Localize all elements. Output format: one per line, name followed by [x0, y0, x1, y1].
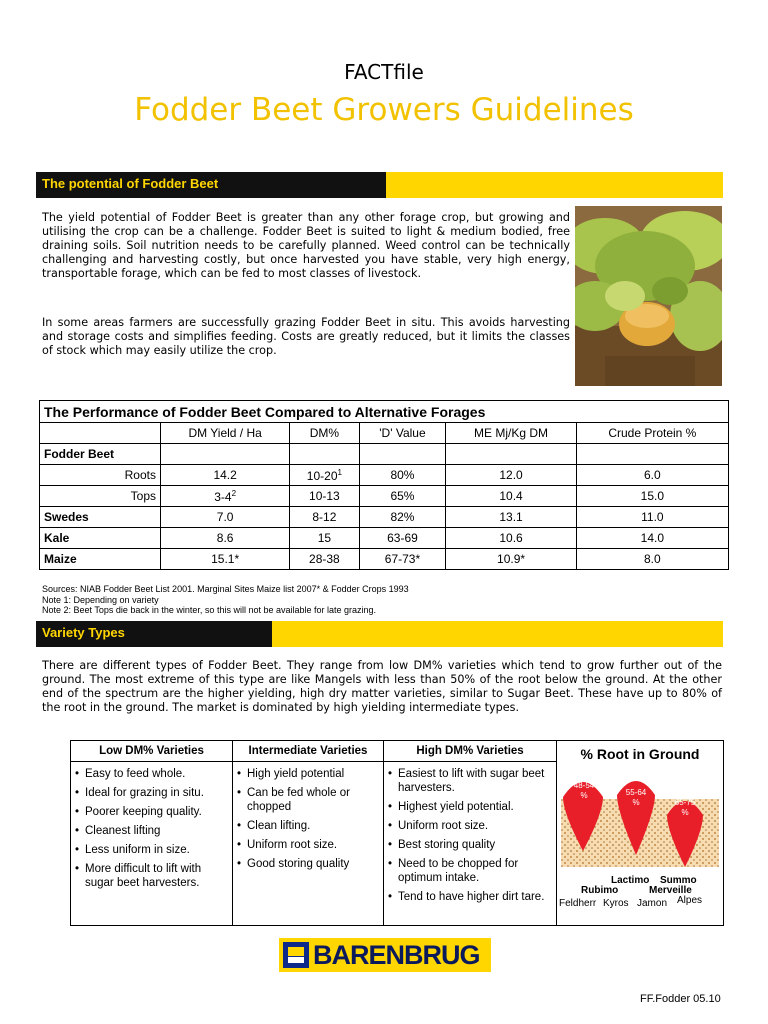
barenbrug-logo — [279, 938, 491, 972]
variety-name-merveille: Merveille — [649, 885, 692, 896]
table-cell: 67-73* — [359, 549, 446, 570]
variety-name-rubimo: Rubimo — [581, 885, 619, 896]
paragraph-grazing: In some areas farmers are successfully grazing Fodder Beet in situ. This avoids harvesting and storage costs and simplifies feeding. Costs are greatly reduced, but it limits the classes of stock which may easily utilize the crop. — [42, 316, 570, 357]
root-drop-label-intermediate: 55-64 % — [625, 788, 647, 807]
table-cell: 63-69 — [359, 528, 446, 549]
table-cell: 8-12 — [290, 507, 359, 528]
list-item: • Less uniform in size. — [75, 844, 190, 856]
table-cell: 10.6 — [446, 528, 576, 549]
table-cell: 8.6 — [161, 528, 290, 549]
row-label: Kale — [40, 528, 161, 549]
table-row — [40, 486, 729, 507]
logo-text: BARENBRUG — [313, 940, 480, 970]
list-item: • Tend to have higher dirt tare. — [388, 891, 545, 903]
low-dm-list — [75, 767, 225, 895]
row-label: Maize — [40, 549, 161, 570]
variety-name-jamon: Jamon — [637, 898, 668, 909]
paragraph-potential: The yield potential of Fodder Beet is greater than any other forage crop, but growing and utilising the crop can be a challenge. Fodder Beet is suited to light & medium bodied, free draining soils. Soil nutrition needs to be carefully planned. Weed control can be technically challenging and harvesting costly, but once harvested you have stable, very high energy, transportable forage, which can be fed to most classes of livestock. — [42, 211, 570, 280]
logo-mark-icon — [283, 942, 309, 968]
high-dm-column — [384, 741, 557, 925]
list-item: • Uniform root size. — [237, 839, 338, 851]
root-diagram-title: % Root in Ground — [580, 746, 700, 762]
document-code: FF.Fodder 05.10 — [640, 993, 721, 1005]
section-heading-band — [36, 621, 723, 647]
table-cell: 7.0 — [161, 507, 290, 528]
table-header-row — [40, 423, 729, 444]
paragraph-variety-types: There are different types of Fodder Beet. They range from low DM% varieties which tend to grow further out of the ground. The most extreme of this type are like Mangels with less than 50% of the root below the ground. At the other end of the spectrum are the higher yielding, high dry matter varieties, similar to Sugar Beet. These have up to 80% of the root in the ground. The market is dominated by high yielding intermediate types. — [42, 659, 722, 714]
variety-name-alpes: Alpes — [677, 895, 703, 906]
table-cell: 15.1* — [161, 549, 290, 570]
column-header: Crude Protein % — [576, 423, 728, 444]
table-row — [40, 507, 729, 528]
list-item: • Cleanest lifting — [75, 825, 161, 837]
note-1: Note 1: Depending on variety — [42, 594, 159, 605]
table-cell: 10.4 — [446, 486, 576, 507]
table-row — [40, 465, 729, 486]
page-title: Fodder Beet Growers Guidelines — [134, 92, 634, 128]
table-cell: 8.0 — [576, 549, 728, 570]
row-label: Roots — [40, 465, 161, 486]
section-heading-band — [36, 172, 723, 198]
table-row — [40, 444, 729, 465]
root-in-ground-diagram — [557, 741, 723, 925]
high-dm-list — [388, 767, 548, 909]
intermediate-list — [237, 767, 377, 876]
factfile-label: FACTfile — [344, 60, 424, 84]
table-cell: 12.0 — [446, 465, 576, 486]
variety-name-lactimo: Lactimo — [611, 875, 650, 886]
list-item: • Good storing quality — [237, 858, 350, 870]
section-heading: Variety Types — [42, 625, 125, 640]
table-cell: 11.0 — [576, 507, 728, 528]
table-cell: 65% — [359, 486, 446, 507]
table-cell: 15 — [290, 528, 359, 549]
table-corner — [40, 423, 161, 444]
column-heading: Low DM% Varieties — [99, 745, 204, 757]
table-caption: The Performance of Fodder Beet Compared to Alternative Forages — [40, 401, 729, 423]
intermediate-column — [233, 741, 384, 925]
variety-name-summo: Summo — [660, 875, 697, 886]
table-row — [40, 549, 729, 570]
variety-name-feldherr: Feldherr — [559, 898, 597, 909]
table-cell: $3-4^2$ — [161, 486, 290, 507]
table-cell: 82% — [359, 507, 446, 528]
table-cell: $10-20^1$ — [290, 465, 359, 486]
table-cell: 14.2 — [161, 465, 290, 486]
list-item: • High yield potential — [237, 768, 345, 780]
list-item: • Poorer keeping quality. — [75, 806, 202, 818]
table-cell: 14.0 — [576, 528, 728, 549]
list-item: • Need to be chopped for optimum intake. — [388, 858, 519, 884]
row-label: Tops — [40, 486, 161, 507]
footnote-marker: 1 — [337, 467, 342, 477]
column-heading: High DM% Varieties — [416, 745, 524, 757]
footnote-marker: 2 — [231, 488, 237, 498]
column-header: ME Mj/Kg DM — [446, 423, 576, 444]
table-cell: 10-13 — [290, 486, 359, 507]
root-drop-label-low: 48-54 % — [573, 781, 595, 800]
column-heading: Intermediate Varieties — [248, 745, 368, 757]
sources-note: Sources: NIAB Fodder Beet List 2001. Marginal Sites Maize list 2007* & Fodder Crops 1993 — [42, 584, 409, 594]
table-cell: 80% — [359, 465, 446, 486]
list-item: • Easiest to lift with sugar beet harvesters. — [388, 768, 545, 794]
list-item: • Easy to feed whole. — [75, 768, 186, 780]
fodder-beet-photo — [575, 206, 722, 386]
table-notes — [42, 584, 409, 616]
column-header: DM% — [290, 423, 359, 444]
list-item: • Uniform root size. — [388, 820, 489, 832]
list-item: • Clean lifting. — [237, 820, 311, 832]
table-cell: 13.1 — [446, 507, 576, 528]
row-group-label: Fodder Beet — [40, 444, 161, 465]
row-label: Swedes — [40, 507, 161, 528]
note-2: Note 2: Beet Tops die back in the winter, so this will not be available for late grazing. — [42, 605, 377, 615]
root-drop-label-high: 65-75 % — [674, 798, 696, 817]
section-heading: The potential of Fodder Beet — [42, 176, 219, 191]
column-header: 'D' Value — [359, 423, 446, 444]
table-cell: 28-38 — [290, 549, 359, 570]
variety-comparison-box — [70, 740, 724, 926]
table-caption-row — [40, 401, 729, 423]
list-item: • Best storing quality — [388, 839, 496, 851]
list-item: • Can be fed whole or chopped — [237, 787, 350, 813]
list-item: • Highest yield potential. — [388, 801, 514, 813]
list-item: • Ideal for grazing in situ. — [75, 787, 204, 799]
list-item: • More difficult to lift with sugar beet harvesters. — [75, 863, 202, 889]
performance-table — [39, 400, 729, 570]
low-dm-column — [71, 741, 233, 925]
variety-name-kyros: Kyros — [603, 898, 629, 909]
table-cell: 10.9* — [446, 549, 576, 570]
column-header: DM Yield / Ha — [161, 423, 290, 444]
table-cell: 15.0 — [576, 486, 728, 507]
table-row — [40, 528, 729, 549]
table-cell: 6.0 — [576, 465, 728, 486]
